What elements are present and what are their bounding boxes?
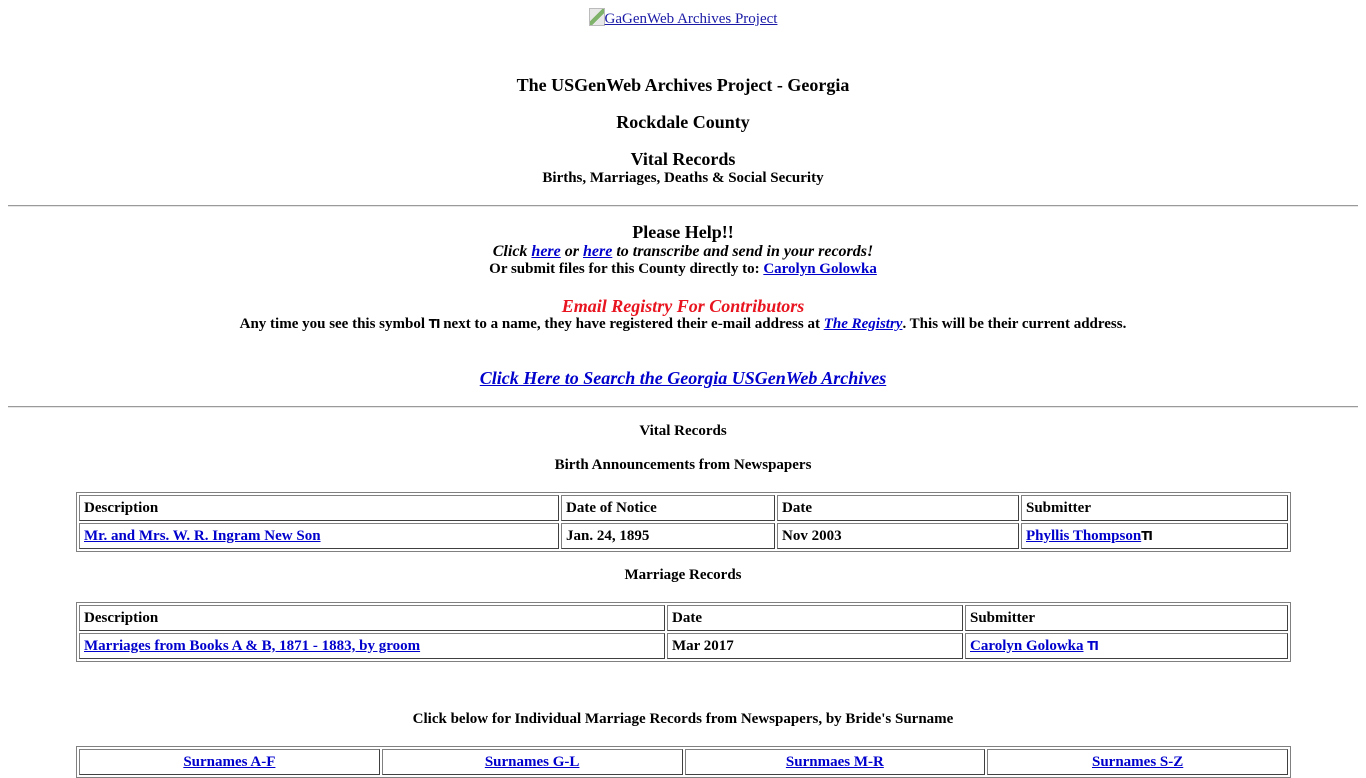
registry-text: . This will be their current address. xyxy=(902,316,1127,332)
vital-records-heading: Vital Records xyxy=(639,423,727,439)
table-row xyxy=(79,633,1288,659)
registry-title: Email Registry For Contributors xyxy=(561,296,805,316)
section-subtitle: Births, Marriages, Deaths & Social Security xyxy=(542,170,824,186)
column-header: Date of Notice xyxy=(561,495,775,521)
help-text: to transcribe and send in your records! xyxy=(612,243,874,260)
marriage-heading: Marriage Records xyxy=(624,567,742,583)
date-cell: Mar 2017 xyxy=(667,633,963,659)
section-title: Vital Records xyxy=(630,149,736,169)
submitter-link[interactable]: Phyllis Thompson xyxy=(1026,527,1142,544)
submitter-cell xyxy=(1021,523,1288,549)
surname-cell xyxy=(79,749,380,775)
column-header: Date xyxy=(667,605,963,631)
help-transcribe-line xyxy=(0,243,1366,261)
page-title: The USGenWeb Archives Project - Georgia xyxy=(516,75,850,95)
date-cell: Nov 2003 xyxy=(777,523,1019,549)
surnames-m-r-link[interactable]: Surnmaes M-R xyxy=(785,753,884,770)
description-cell xyxy=(79,633,665,659)
table-row xyxy=(79,523,1288,549)
surname-cell xyxy=(987,749,1288,775)
registry-text: next to a name, they have registered their e-mail address at xyxy=(439,316,824,332)
surnames-a-f-link[interactable]: Surnames A-F xyxy=(183,753,276,770)
surname-table xyxy=(76,746,1291,778)
help-text: or xyxy=(560,243,583,260)
divider xyxy=(8,205,1358,207)
table-header-row xyxy=(79,605,1288,631)
record-link[interactable]: Mr. and Mrs. W. R. Ingram New Son xyxy=(84,527,321,544)
site-logo xyxy=(0,8,1366,28)
here-link-1[interactable]: here xyxy=(531,243,561,260)
column-header: Submitter xyxy=(1021,495,1288,521)
help-text: Or submit files for this County directly to: xyxy=(489,261,764,277)
here-link-2[interactable]: here xyxy=(582,243,613,260)
table-header-row xyxy=(79,495,1288,521)
birth-table xyxy=(76,492,1291,552)
divider xyxy=(8,406,1358,408)
column-header: Description xyxy=(79,495,559,521)
search-archives xyxy=(0,368,1366,389)
registry-symbol-icon: TI xyxy=(428,317,440,331)
date-of-notice-cell: Jan. 24, 1895 xyxy=(561,523,775,549)
submitter-cell xyxy=(965,633,1288,659)
logo-link[interactable] xyxy=(589,11,778,27)
registry-symbol-icon: TI xyxy=(1141,528,1152,543)
county-title: Rockdale County xyxy=(616,112,750,132)
submitter-link[interactable]: Carolyn Golowka xyxy=(970,637,1084,654)
description-cell xyxy=(79,523,559,549)
record-link[interactable]: Marriages from Books A & B, 1871 - 1883, by groom xyxy=(84,637,421,654)
column-header: Description xyxy=(79,605,665,631)
column-header: Submitter xyxy=(965,605,1288,631)
help-submit-line xyxy=(0,261,1366,278)
contact-link[interactable]: Carolyn Golowka xyxy=(763,261,877,277)
marriage-table xyxy=(76,602,1291,662)
column-header: Date xyxy=(777,495,1019,521)
registry-symbol-icon: TI xyxy=(1087,638,1098,653)
bride-surname-heading: Click below for Individual Marriage Records from Newspapers, by Bride's Surname xyxy=(412,711,954,727)
broken-image-icon xyxy=(589,8,605,26)
surname-cell xyxy=(685,749,986,775)
surnames-s-z-link[interactable]: Surnames S-Z xyxy=(1091,753,1184,770)
birth-heading: Birth Announcements from Newspapers xyxy=(554,457,812,473)
logo-alt-text: GaGenWeb Archives Project xyxy=(604,11,778,27)
registry-text: Any time you see this symbol xyxy=(239,316,429,332)
registry-description xyxy=(0,316,1366,333)
table-row xyxy=(79,749,1288,775)
help-title: Please Help!! xyxy=(632,222,734,242)
search-archives-link[interactable]: Click Here to Search the Georgia USGenWeb Archives xyxy=(479,368,887,388)
surname-cell xyxy=(382,749,683,775)
surnames-g-l-link[interactable]: Surnames G-L xyxy=(484,753,580,770)
registry-link[interactable]: The Registry xyxy=(823,316,903,332)
help-text: Click xyxy=(492,243,532,260)
